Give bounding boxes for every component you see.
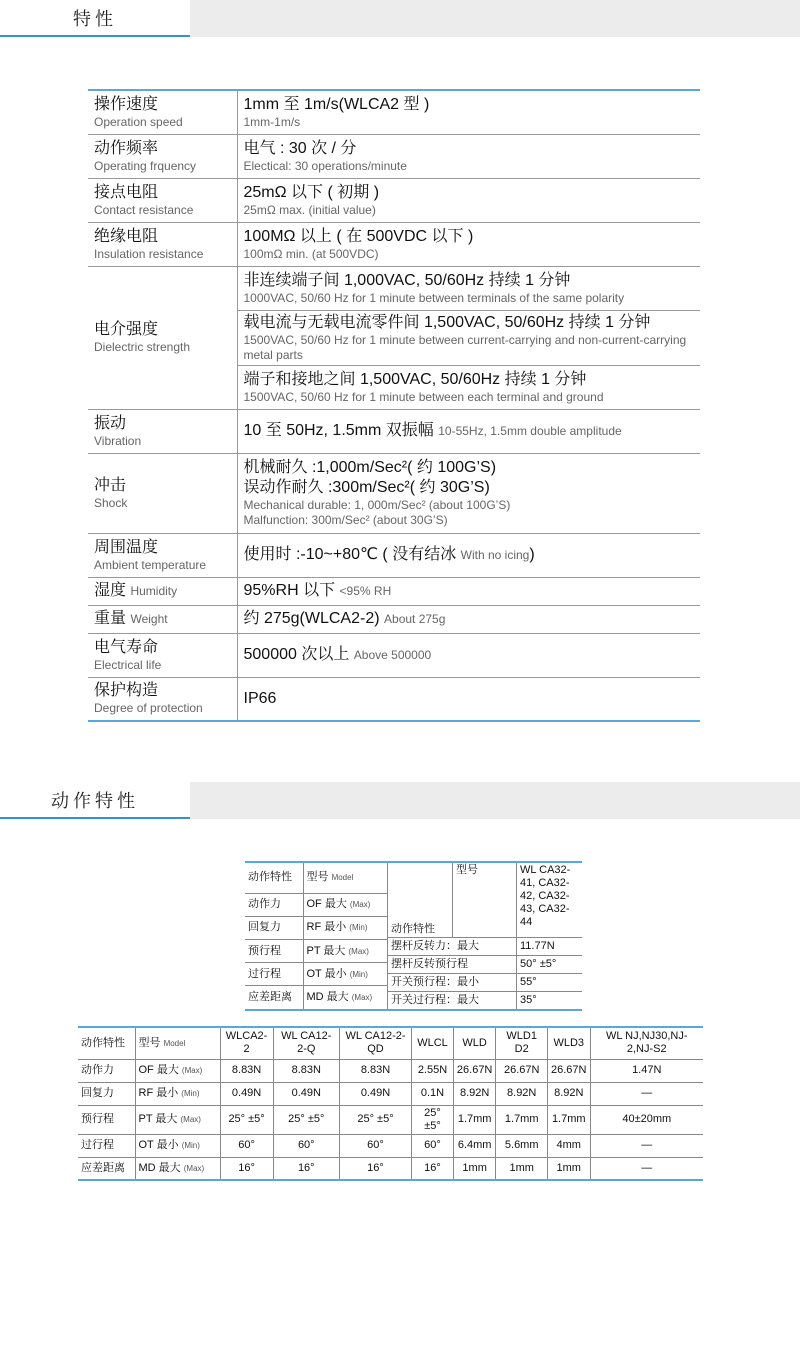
label-zh: 电气寿命 — [94, 638, 159, 656]
value-en: 1500VAC, 50/60 Hz for 1 minute between current-carrying and non-current-carrying metal parts — [243, 332, 687, 362]
header: 型号 — [138, 1036, 161, 1049]
table-row — [78, 1157, 703, 1180]
spec-table — [88, 89, 700, 722]
cell: 1mm — [548, 1157, 590, 1180]
label-en: Humidity — [130, 584, 178, 598]
cell: — — [590, 1157, 703, 1180]
cell: (Max) — [183, 1163, 205, 1173]
cell: 动作力 — [245, 893, 303, 916]
cell: 1.7mm — [548, 1105, 590, 1134]
value-zh: 使用时 :-10~+80℃ ( 没有结冰 — [243, 546, 457, 563]
cell: 8.83N — [220, 1059, 273, 1082]
value: 机械耐久 :1,000m/Sec²( 约 100G’S) — [243, 459, 497, 476]
label-en: Degree of protection — [94, 701, 203, 716]
cell: PT 最大 — [138, 1113, 178, 1125]
value: Malfunction: 300m/Sec² (about 30G’S) — [243, 513, 448, 527]
label-en: Contact resistance — [94, 202, 194, 217]
label-en: Operation speed — [94, 114, 183, 129]
table-row — [245, 986, 387, 1009]
value-zh: 100MΩ 以上 ( 在 500VDC 以下 ) — [243, 227, 474, 245]
cell: MD 最大 — [138, 1161, 181, 1174]
cell: (Max) — [348, 946, 369, 956]
cell: (Max) — [351, 993, 373, 1003]
label-zh: 湿度 — [94, 582, 127, 599]
cell: 0.49N — [339, 1082, 411, 1105]
cell: 16° — [339, 1157, 411, 1180]
label-en: Operating frquency — [94, 158, 197, 173]
spec-row — [88, 677, 700, 721]
value-zh: 载电流与无载电流零件间 1,500VAC, 50/60Hz 持续 1 分钟 — [243, 313, 651, 331]
cell: 60° — [412, 1134, 454, 1157]
table-row — [78, 1105, 703, 1134]
value: Mechanical durable: 1, 000m/Sec² (about 100G’S) — [243, 498, 511, 512]
label-en: Ambient temperature — [94, 557, 207, 572]
cell: 25° ±5° — [220, 1105, 273, 1134]
cell: 过行程 — [245, 963, 303, 986]
model-header: WL NJ,NJ30,NJ-2,NJ-S2 — [590, 1027, 703, 1059]
cell: 开关预行程：最小 — [388, 973, 517, 991]
cell: 6.4mm — [453, 1134, 495, 1157]
cell: 8.83N — [339, 1059, 411, 1082]
header: 型号 — [453, 863, 517, 937]
cell: 11.77N — [517, 937, 583, 955]
cell: 26.67N — [496, 1059, 548, 1082]
cell: 0.49N — [273, 1082, 339, 1105]
table-row — [245, 940, 387, 963]
cell: (Min) — [181, 1141, 200, 1150]
cell: OF 最大 — [306, 898, 347, 911]
label-zh: 重量 — [94, 610, 127, 627]
cell: OT 最小 — [306, 967, 347, 980]
cell: 1.7mm — [453, 1105, 495, 1134]
spec-row — [88, 605, 700, 633]
bottom-space — [0, 1181, 800, 1361]
header-en: Model — [163, 1038, 186, 1048]
cell: PT 最大 — [306, 944, 346, 957]
label-en: Weight — [130, 612, 168, 626]
cell: — — [590, 1134, 703, 1157]
cell: 60° — [339, 1134, 411, 1157]
cell: — — [590, 1082, 703, 1105]
label-zh: 操作速度 — [94, 95, 159, 113]
header: 动作特性 — [78, 1027, 135, 1059]
spec-row — [88, 409, 700, 453]
label-en: Insulation resistance — [94, 246, 204, 261]
model-header: WLD3 — [548, 1027, 590, 1059]
header: 动作特性 — [388, 863, 453, 937]
cell: (Min) — [181, 1089, 200, 1098]
value-zh: 25mΩ 以下 ( 初期 ) — [243, 183, 380, 201]
value: IP66 — [243, 689, 277, 707]
cell: OT 最小 — [138, 1139, 179, 1151]
cell: 回复力 — [245, 916, 303, 939]
cell: 回复力 — [78, 1082, 135, 1105]
spec-row — [88, 178, 700, 222]
cell: 4mm — [548, 1134, 590, 1157]
section-header-operating — [0, 782, 800, 820]
cell: (Max) — [181, 1066, 203, 1075]
table-row — [245, 963, 387, 986]
value-en: 1mm-1m/s — [243, 114, 301, 129]
section-title: 特性 — [0, 0, 190, 37]
cell: 60° — [273, 1134, 339, 1157]
cell: 35° — [517, 991, 583, 1009]
value-en: 25mΩ max. (initial value) — [243, 202, 376, 217]
cell: 25° ±5° — [273, 1105, 339, 1134]
spec-row — [88, 577, 700, 605]
label-en: Electrical life — [94, 657, 162, 672]
value-zh: 95%RH 以下 — [243, 582, 336, 599]
section-header-features — [0, 0, 800, 38]
cell: 8.92N — [453, 1082, 495, 1105]
value-en: About 275g — [384, 612, 446, 626]
cell: 0.49N — [220, 1082, 273, 1105]
operating-characteristics-table — [78, 1026, 703, 1181]
header-bar — [190, 782, 800, 819]
label-zh: 振动 — [94, 414, 127, 432]
cell: (Min) — [349, 923, 368, 933]
value-en: 10-55Hz, 1.5mm double amplitude — [438, 424, 622, 438]
cell: (Max) — [349, 900, 371, 910]
cell: 5.6mm — [496, 1134, 548, 1157]
cell: RF 最小 — [138, 1087, 179, 1099]
label-zh: 接点电阻 — [94, 183, 159, 201]
cell: 1mm — [453, 1157, 495, 1180]
spec-row — [88, 533, 700, 577]
value-en: With no icing — [460, 548, 530, 562]
cell: 摆杆反转力：最大 — [388, 937, 517, 955]
cell: 26.67N — [548, 1059, 590, 1082]
cell: 16° — [220, 1157, 273, 1180]
cell: (Min) — [349, 969, 368, 979]
table-row — [388, 937, 583, 955]
table-row — [78, 1134, 703, 1157]
small-operating-table — [245, 861, 582, 1011]
label-zh: 电介强度 — [94, 321, 159, 338]
value-zh: 1mm 至 1m/s(WLCA2 型 ) — [243, 95, 430, 113]
value-zh: 非连续端子间 1,000VAC, 50/60Hz 持续 1 分钟 — [243, 271, 571, 289]
cell: 动作力 — [78, 1059, 135, 1082]
model-header: WLCA2-2 — [220, 1027, 273, 1059]
cell: 25° ±5° — [412, 1105, 454, 1134]
table-row — [388, 991, 583, 1009]
value-zh: 约 275g(WLCA2-2) — [243, 610, 380, 627]
value-zh: 电气 : 30 次 / 分 — [243, 139, 357, 157]
cell: 预行程 — [78, 1105, 135, 1134]
cell: 0.1N — [412, 1082, 454, 1105]
value-zh: 端子和接地之间 1,500VAC, 50/60Hz 持续 1 分钟 — [243, 370, 587, 388]
cell: MD 最大 — [306, 991, 349, 1004]
cell: 16° — [273, 1157, 339, 1180]
small-table-left — [245, 863, 387, 1009]
value-en: <95% RH — [339, 584, 392, 598]
label-zh: 保护构造 — [94, 682, 159, 700]
cell: 55° — [517, 973, 583, 991]
table-row — [388, 955, 583, 973]
header: 型号 — [306, 871, 329, 884]
value-end: ) — [529, 546, 535, 563]
table-row — [78, 1082, 703, 1105]
table-row — [245, 893, 387, 916]
cell: 1mm — [496, 1157, 548, 1180]
header: WL CA32-41, CA32-42, CA32-43, CA32-44 — [517, 863, 583, 937]
value-zh: 10 至 50Hz, 1.5mm 双振幅 — [243, 422, 434, 439]
cell: 应差距离 — [78, 1157, 135, 1180]
cell: (Max) — [180, 1115, 201, 1124]
label-zh: 周围温度 — [94, 538, 159, 556]
value-en: 100mΩ min. (at 500VDC) — [243, 246, 379, 261]
cell: 2.55N — [412, 1059, 454, 1082]
cell: 1.7mm — [496, 1105, 548, 1134]
value-en: Above 500000 — [353, 648, 432, 662]
model-header: WLD1 D2 — [496, 1027, 548, 1059]
label-en: Vibration — [94, 433, 142, 448]
cell: 1.47N — [590, 1059, 703, 1082]
cell: 8.83N — [273, 1059, 339, 1082]
table-row — [245, 916, 387, 939]
cell: 8.92N — [496, 1082, 548, 1105]
header-en: Model — [331, 873, 354, 883]
model-header: WLD — [453, 1027, 495, 1059]
model-header: WL CA12-2-Q — [273, 1027, 339, 1059]
value: 误动作耐久 :300m/Sec²( 约 30G’S) — [243, 479, 490, 496]
small-table-right — [387, 863, 582, 1009]
model-header: WLCL — [412, 1027, 454, 1059]
table-row — [245, 863, 387, 893]
cell: 26.67N — [453, 1059, 495, 1082]
cell: 开关过行程：最大 — [388, 991, 517, 1009]
cell: RF 最小 — [306, 921, 347, 934]
table-row — [78, 1059, 703, 1082]
cell: 16° — [412, 1157, 454, 1180]
spec-row — [88, 453, 700, 533]
spec-row — [88, 90, 700, 134]
header: 动作特性 — [245, 863, 303, 893]
cell: OF 最大 — [138, 1064, 179, 1076]
cell: 50° ±5° — [517, 955, 583, 973]
label-zh: 绝缘电阻 — [94, 227, 159, 245]
spec-row — [88, 134, 700, 178]
spec-row — [88, 633, 700, 677]
value-en: 1500VAC, 50/60 Hz for 1 minute between each terminal and ground — [243, 389, 604, 404]
value-en: Electical: 30 operations/minute — [243, 158, 407, 173]
cell: 8.92N — [548, 1082, 590, 1105]
spec-row — [88, 266, 700, 310]
table-row — [388, 863, 583, 937]
cell: 40±20mm — [590, 1105, 703, 1134]
table-row — [388, 973, 583, 991]
label-zh: 动作频率 — [94, 139, 159, 157]
label-en: Dielectric strength — [94, 340, 191, 354]
cell: 应差距离 — [245, 986, 303, 1009]
header-bar — [190, 0, 800, 37]
cell: 预行程 — [245, 940, 303, 963]
value-en: 1000VAC, 50/60 Hz for 1 minute between terminals of the same polarity — [243, 290, 625, 305]
value-zh: 500000 次以上 — [243, 646, 350, 663]
label-zh: 冲击 — [94, 476, 127, 494]
model-header: WL CA12-2-QD — [339, 1027, 411, 1059]
cell: 过行程 — [78, 1134, 135, 1157]
label-en: Shock — [94, 495, 128, 510]
spec-row — [88, 222, 700, 266]
cell: 摆杆反转预行程 — [388, 955, 517, 973]
cell: 60° — [220, 1134, 273, 1157]
section-title: 动作特性 — [0, 782, 190, 819]
cell: 25° ±5° — [339, 1105, 411, 1134]
table-row — [78, 1027, 703, 1059]
